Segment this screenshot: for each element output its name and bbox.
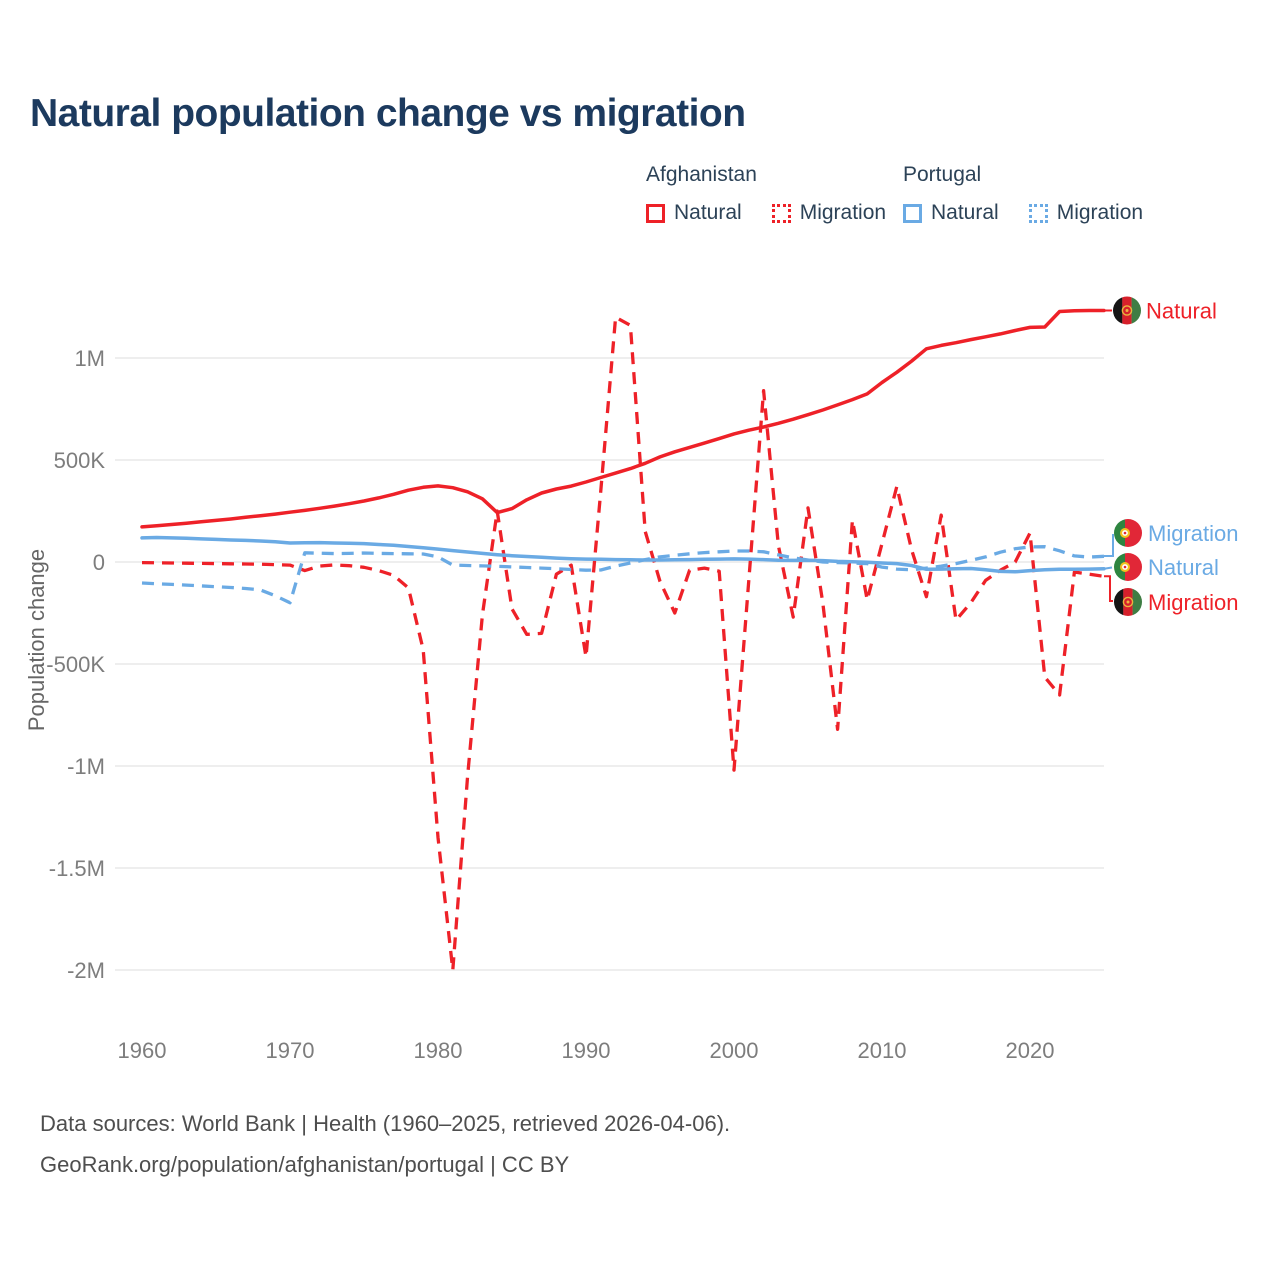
series-line-portugal-migration[interactable] (142, 547, 1104, 603)
y-tick--1.5M: -1.5M (48, 856, 105, 881)
afghanistan-flag-icon (1113, 297, 1141, 325)
x-tick-1980: 1980 (413, 1038, 463, 1063)
afghanistan-flag-icon (1114, 588, 1142, 616)
y-tick-0: 0 (92, 550, 105, 575)
legend-label: Natural (674, 201, 742, 224)
portugal-flag-icon (1114, 553, 1142, 581)
leader-line (1104, 568, 1112, 569)
page-title: Natural population change vs migration (30, 92, 746, 135)
end-label-portugal-natural (1104, 553, 1219, 581)
y-tick-500K: 500K (53, 448, 105, 473)
x-tick-2020: 2020 (1005, 1038, 1055, 1063)
end-label-text-migration-afg: Migration (1148, 590, 1239, 615)
series-lines (142, 311, 1104, 971)
series-line-portugal-natural[interactable] (142, 538, 1104, 572)
footer-attribution: GeoRank.org/population/afghanistan/portugal | CC BY (40, 1152, 570, 1177)
end-label-text-migration-pt: Migration (1148, 521, 1239, 546)
legend-label: Natural (931, 201, 999, 224)
leader-line (1104, 576, 1113, 601)
end-label-portugal-migration (1104, 519, 1238, 556)
end-label-text-natural-pt: Natural (1148, 555, 1219, 580)
gridlines (115, 358, 1104, 970)
footer (40, 1103, 730, 1185)
end-label-afghanistan-natural (1104, 297, 1217, 325)
y-tick-1M: 1M (74, 346, 105, 371)
portugal-flag-icon (1114, 519, 1142, 547)
y-tick--1M: -1M (67, 754, 105, 779)
leader-line (1104, 534, 1113, 556)
legend-label: Migration (1056, 201, 1144, 224)
end-label-afghanistan-migration (1104, 576, 1238, 616)
x-axis-tick-labels (118, 1038, 1055, 1063)
y-tick--500K: -500K (46, 652, 105, 677)
x-tick-1970: 1970 (265, 1038, 315, 1063)
footer-data-sources: Data sources: World Bank | Health (1960–2025, retrieved 2026-04-06). (40, 1111, 731, 1136)
x-tick-1960: 1960 (117, 1038, 167, 1063)
y-axis-title: Population change (24, 548, 49, 732)
series-line-afghanistan-migration[interactable] (142, 317, 1104, 970)
legend-header-afghanistan: Afghanistan (646, 163, 757, 186)
y-axis-tick-labels (46, 346, 105, 983)
x-tick-2010: 2010 (857, 1038, 907, 1063)
end-label-text-natural-afg: Natural (1146, 298, 1217, 324)
series-line-afghanistan-natural[interactable] (142, 311, 1104, 527)
x-tick-1990: 1990 (561, 1038, 611, 1063)
legend-label: Migration (799, 201, 887, 224)
y-tick--2M: -2M (67, 958, 105, 983)
legend-header-portugal: Portugal (903, 163, 982, 186)
x-tick-2000: 2000 (709, 1038, 759, 1063)
